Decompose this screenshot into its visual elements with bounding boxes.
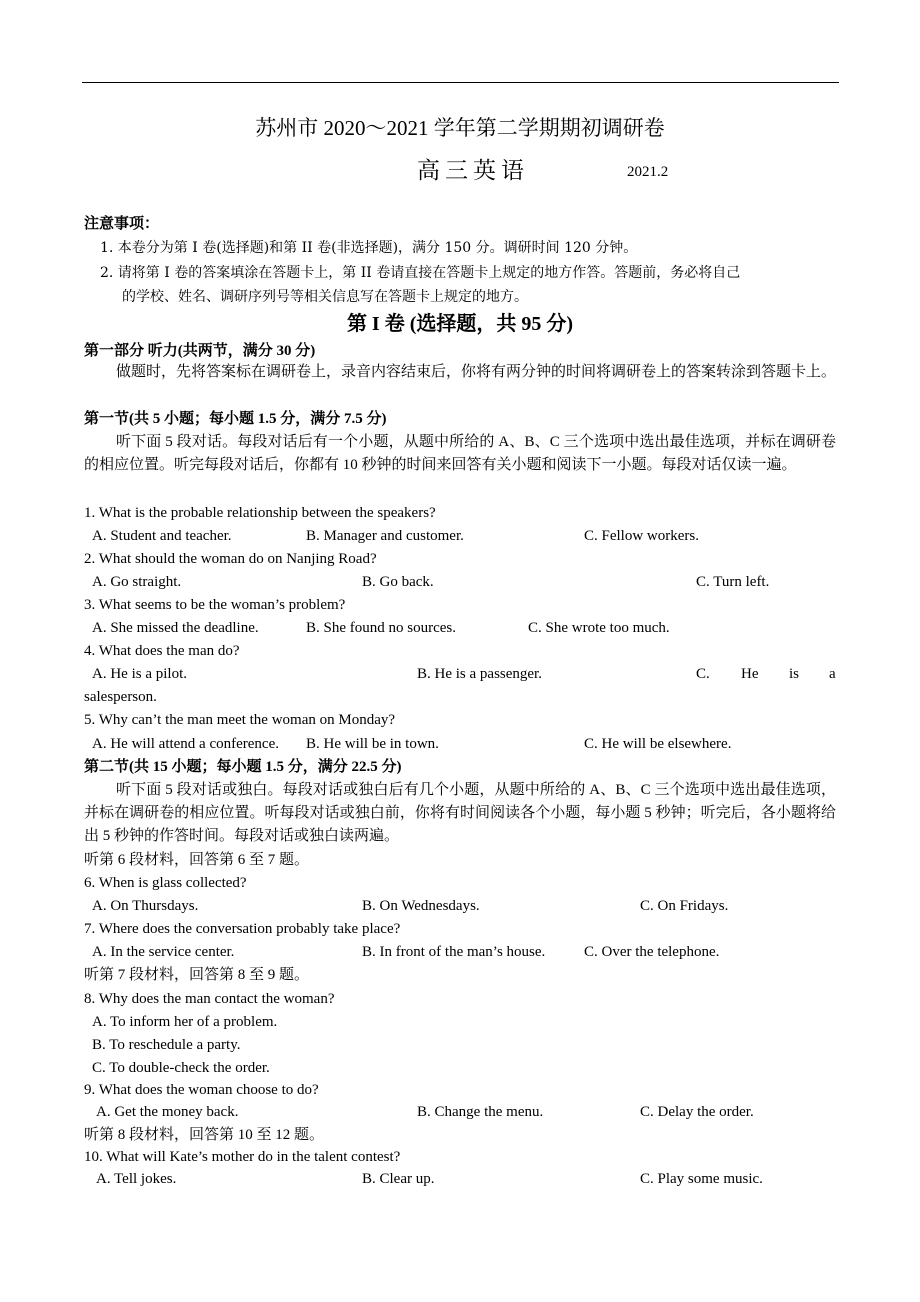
question-2: 2. What should the woman do on Nanjing Road? (84, 551, 377, 567)
q4-option-c-word4: salesperson. (84, 689, 157, 705)
q10-option-b: B. Clear up. (362, 1171, 435, 1187)
q4-option-a: A. He is a pilot. (92, 666, 187, 682)
q5-option-b: B. He will be in town. (306, 736, 439, 752)
q7-option-b: B. In front of the man’s house. (362, 944, 546, 960)
question-8: 8. Why does the man contact the woman? (84, 991, 335, 1007)
question-4: 4. What does the man do? (84, 643, 240, 659)
question-9: 9. What does the woman choose to do? (84, 1082, 319, 1098)
q8-option-c: C. To double-check the order. (92, 1060, 270, 1076)
exam-title: 苏州市 2020～2021 学年第二学期期初调研卷 (255, 116, 665, 140)
q9-option-b: B. Change the menu. (417, 1104, 544, 1120)
q2-option-a: A. Go straight. (92, 574, 182, 590)
exam-date: 2021.2 (627, 164, 669, 180)
notice-item-2: 2. 请将第 I 卷的答案填涂在答题卡上，第 II 卷请直接在答题卡上规定的地方作答。答题前，务必将自己 (100, 265, 741, 281)
section2-intro: 听下面 5 段对话或独白。每段对话或独白后有几个小题，从题中所给的 A、B、C 三个选项中选出最佳选项，并标在调研卷的相应位置。听每段对话或独白前，你将有时间阅读各个小题，每小题 5 秒钟；听完后，各小题将给出 5 秒钟的作答时间。每段对话或独白读两遍。 (84, 782, 836, 844)
notice-item-1: 1. 本卷分为第 I 卷(选择题)和第 II 卷(非选择题)，满分 150 分。调研时间 120 分钟。 (100, 240, 638, 256)
q4-option-c-letter: C. (696, 666, 710, 682)
q4-option-b: B. He is a passenger. (417, 666, 542, 682)
q10-option-a: A. Tell jokes. (96, 1171, 177, 1187)
volume-title: 第 I 卷 (选择题，共 95 分) (346, 313, 574, 335)
q3-option-a: A. She missed the deadline. (92, 620, 259, 636)
q4-option-c-word1: He (741, 666, 759, 682)
q1-option-b: B. Manager and customer. (306, 528, 464, 544)
q9-option-c: C. Delay the order. (640, 1104, 754, 1120)
notice-heading: 注意事项： (84, 216, 160, 232)
q2-option-c: C. Turn left. (696, 574, 770, 590)
question-6: 6. When is glass collected? (84, 875, 247, 891)
question-10: 10. What will Kate’s mother do in the talent contest? (84, 1149, 401, 1165)
q6-option-c: C. On Fridays. (640, 898, 729, 914)
q8-option-b: B. To reschedule a party. (92, 1037, 241, 1053)
section1-heading: 第一节(共 5 小题；每小题 1.5 分，满分 7.5 分) (84, 411, 387, 427)
q4-option-c-word3: a (829, 666, 836, 682)
q8-option-a: A. To inform her of a problem. (92, 1014, 278, 1030)
section1-intro: 听下面 5 段对话。每段对话后有一个小题，从题中所给的 A、B、C 三个选项中选出最佳选项，并标在调研卷的相应位置。听完每段对话后，你都有 10 秒钟的时间来回答有关小题和阅读下一小题。每段对话仅读一遍。 (84, 434, 836, 473)
question-5: 5. Why can’t the man meet the woman on Monday? (84, 712, 396, 728)
q1-option-a: A. Student and teacher. (92, 528, 232, 544)
part1-intro: 做题时，先将答案标在调研卷上，录音内容结束后，你将有两分钟的时间将调研卷上的答案转涂到答题卡上。 (116, 364, 837, 380)
q7-option-c: C. Over the telephone. (584, 944, 720, 960)
q5-option-a: A. He will attend a conference. (92, 736, 279, 752)
q6-option-b: B. On Wednesdays. (362, 898, 480, 914)
q2-option-b: B. Go back. (362, 574, 434, 590)
exam-subtitle: 高三英语 (417, 158, 529, 183)
material-7-note: 听第 7 段材料，回答第 8 至 9 题。 (84, 967, 310, 983)
q3-option-b: B. She found no sources. (306, 620, 456, 636)
question-1: 1. What is the probable relationship between the speakers? (84, 505, 436, 521)
part1-heading: 第一部分 听力(共两节，满分 30 分) (84, 343, 316, 359)
q1-option-c: C. Fellow workers. (584, 528, 699, 544)
material-8-note: 听第 8 段材料，回答第 10 至 12 题。 (84, 1127, 325, 1143)
header-rule (82, 82, 839, 83)
q7-option-a: A. In the service center. (92, 944, 235, 960)
question-7: 7. Where does the conversation probably take place? (84, 921, 401, 937)
q5-option-c: C. He will be elsewhere. (584, 736, 732, 752)
q10-option-c: C. Play some music. (640, 1171, 763, 1187)
question-3: 3. What seems to be the woman’s problem? (84, 597, 346, 613)
q6-option-a: A. On Thursdays. (92, 898, 199, 914)
q4-option-c-word2: is (789, 666, 800, 682)
q3-option-c: C. She wrote too much. (528, 620, 670, 636)
section2-heading: 第二节(共 15 小题；每小题 1.5 分，满分 22.5 分) (84, 759, 402, 775)
notice-item-2-cont: 的学校、姓名、调研序列号等相关信息写在答题卡上规定的地方。 (122, 289, 528, 305)
material-6-note: 听第 6 段材料，回答第 6 至 7 题。 (84, 852, 310, 868)
q9-option-a: A. Get the money back. (96, 1104, 239, 1120)
